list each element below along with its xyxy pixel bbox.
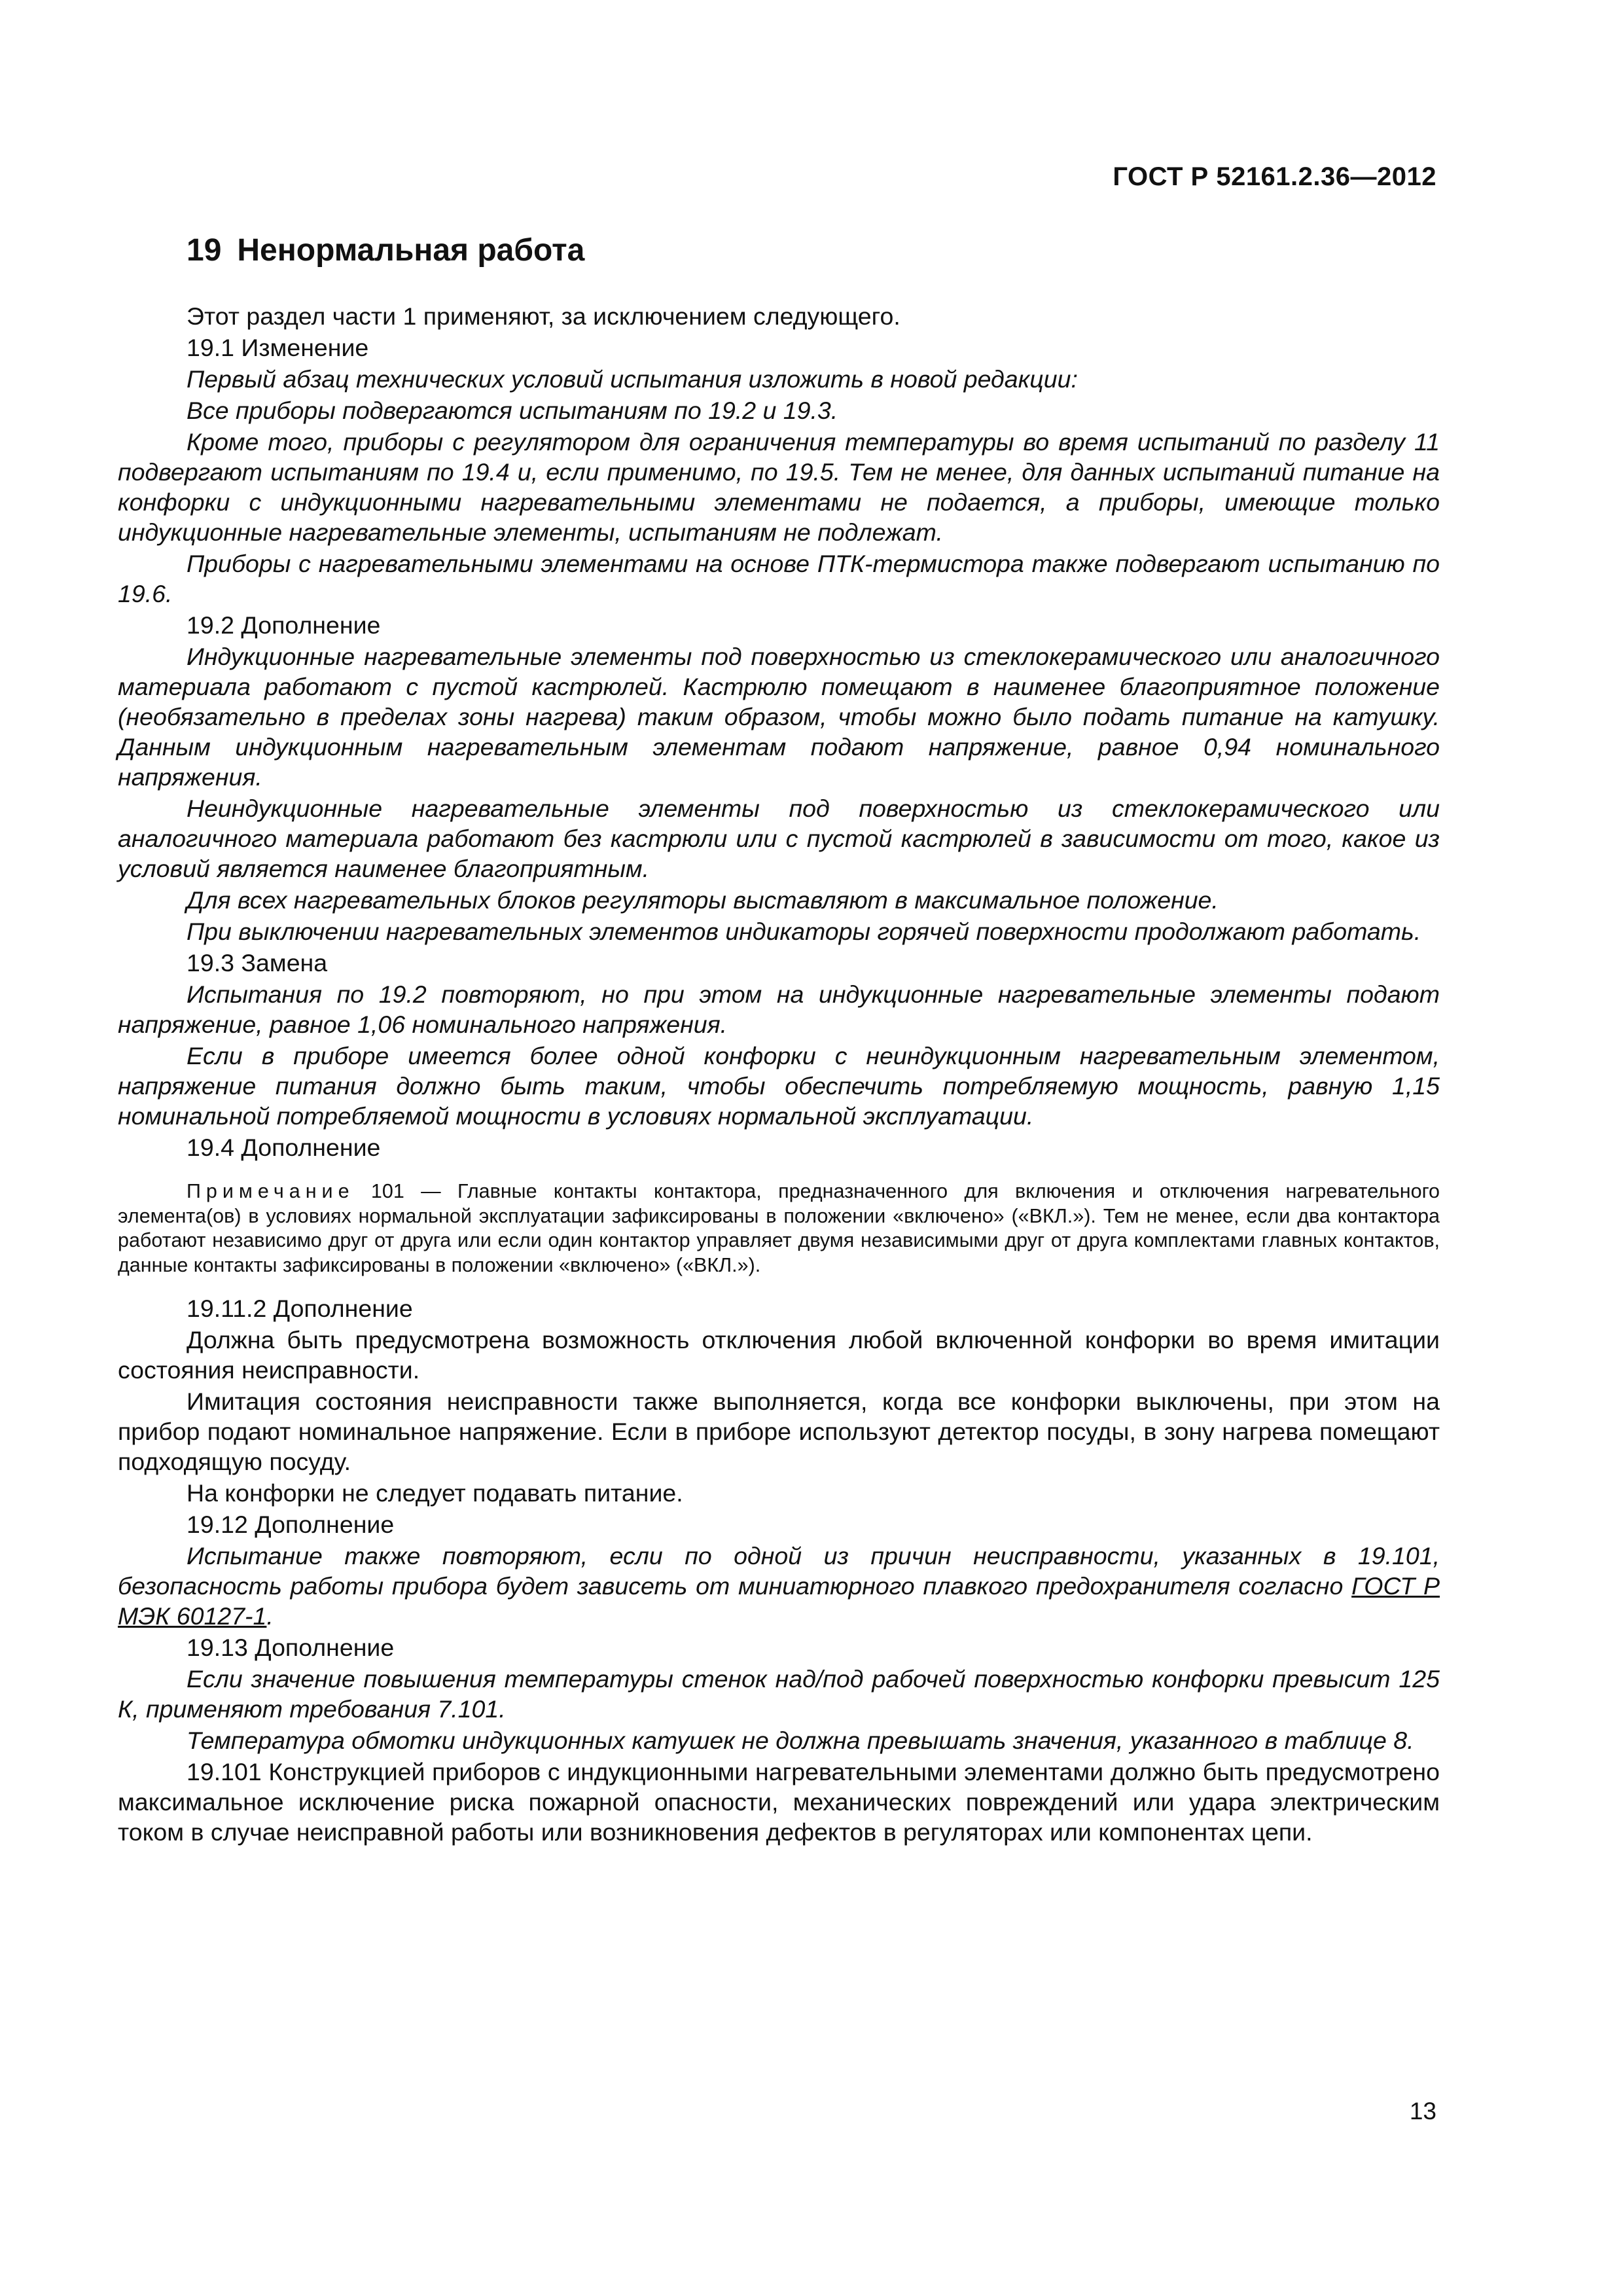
paragraph: Неиндукционные нагревательные элементы под поверхностью из стеклокерамического или аналогичного материала работают без кастрюли или с пустой кастрюлей в зависимости от того, какое из условий является наименее благоприятным. — [118, 795, 1440, 882]
note — [118, 1179, 1440, 1278]
paragraph-tail: . — [266, 1602, 274, 1630]
document-body — [118, 301, 1440, 1848]
clause-heading: 19.13 Дополнение — [187, 1634, 395, 1661]
section-title — [187, 232, 584, 268]
clause-heading: 19.2 Дополнение — [187, 611, 381, 639]
paragraph-text: Испытание также повторяют, если по одной из причин неисправности, указанных в 19.101, безопасность работы прибора будет зависеть от миниатюрного плавкого предохранителя согласно — [118, 1542, 1440, 1600]
clause-heading: 19.3 Замена — [187, 949, 328, 977]
paragraph: Первый абзац технических условий испытания изложить в новой редакции: — [187, 365, 1078, 393]
paragraph: Если в приборе имеется более одной конфорки с неиндукционным нагревательным элементом, напряжение питания должно быть таким, чтобы обеспечить потребляемую мощность, равную 1,15 номинальной потребляемой мощности в условиях нормальной эксплуатации. — [118, 1042, 1440, 1130]
clause-heading: 19.4 Дополнение — [187, 1134, 381, 1161]
note-text: 101 — Главные контакты контактора, предназначенного для включения и отключения нагревательного элемента(ов) в условиях нормальной эксплуатации зафиксированы в положении «включено» («ВКЛ.»). Тем не менее, если два контактора работают независимо друг от друга или если один контактор управляет двумя независимыми друг от друга комплектами главных контактов, данные контакты зафиксированы в положении «включено» («ВКЛ.»). — [118, 1180, 1440, 1276]
paragraph: Если значение повышения температуры стенок над/под рабочей поверхностью конфорки превысит 125 К, применяют требования 7.101. — [118, 1665, 1440, 1723]
paragraph: Должна быть предусмотрена возможность отключения любой включенной конфорки во время имитации состояния неисправности. — [118, 1326, 1440, 1384]
paragraph: Испытания по 19.2 повторяют, но при этом на индукционные нагревательные элементы подают напряжение, равное 1,06 номинального напряжения. — [118, 980, 1440, 1038]
clause-heading: 19.11.2 Дополнение — [187, 1295, 413, 1322]
paragraph: Индукционные нагревательные элементы под поверхностью из стеклокерамического или аналогичного материала работают с пустой кастрюлей. Кастрюлю помещают в наименее благоприятное положение (необязательно в пределах зоны нагрева) таким образом, чтобы можно было подать питание на катушку. Данным индукционным нагревательным элементам подают напряжение, равное 0,94 номинального напряжения. — [118, 643, 1440, 791]
paragraph: Для всех нагревательных блоков регуляторы выставляют в максимальное положение. — [187, 886, 1219, 914]
paragraph: Температура обмотки индукционных катушек не должна превышать значения, указанного в таблице 8. — [187, 1727, 1414, 1754]
paragraph: 19.101 Конструкцией приборов с индукционными нагревательными элементами должно быть предусмотрено максимальное исключение риска пожарной опасности, механических повреждений или удара электрическим током в случае неисправной работы или возникновения дефектов в регуляторах или компонентах цепи. — [118, 1758, 1440, 1846]
section-number: 19 — [187, 233, 222, 268]
paragraph: Имитация состояния неисправности также выполняется, когда все конфорки выключены, при этом на прибор подают номинальное напряжение. Если в приборе используют детектор посуды, в зону нагрева помещают подходящую посуду. — [118, 1388, 1440, 1475]
paragraph: При выключении нагревательных элементов индикаторы горячей поверхности продолжают работать. — [187, 918, 1421, 945]
section-title-text: Ненормальная работа — [237, 233, 585, 268]
paragraph: Приборы с нагревательными элементами на основе ПТК-термистора также подвергают испытанию по 19.6. — [118, 550, 1440, 607]
paragraph — [118, 1541, 1440, 1631]
paragraph: Кроме того, приборы с регулятором для ограничения температуры во время испытаний по разделу 11 подвергают испытаниям по 19.4 и, если применимо, по 19.5. Тем не менее, для данных испытаний питание на конфорки с индукционными нагревательными элементами не подается, а приборы, имеющие только индукционные нагревательные элементы, испытаниям не подлежат. — [118, 428, 1440, 546]
paragraph: Этот раздел части 1 применяют, за исключением следующего. — [187, 302, 901, 330]
page-number: 13 — [1409, 2098, 1436, 2125]
document-header: ГОСТ Р 52161.2.36—2012 — [1113, 162, 1436, 191]
standard-reference-link[interactable]: ГОСТ Р МЭК 60127-1 — [118, 1572, 1440, 1630]
paragraph: Все приборы подвергаются испытаниям по 19.2 и 19.3. — [187, 397, 838, 424]
clause-heading: 19.1 Изменение — [187, 334, 369, 361]
note-label: Примечание — [187, 1180, 355, 1202]
clause-heading: 19.12 Дополнение — [187, 1511, 395, 1538]
paragraph: На конфорки не следует подавать питание. — [187, 1479, 683, 1507]
